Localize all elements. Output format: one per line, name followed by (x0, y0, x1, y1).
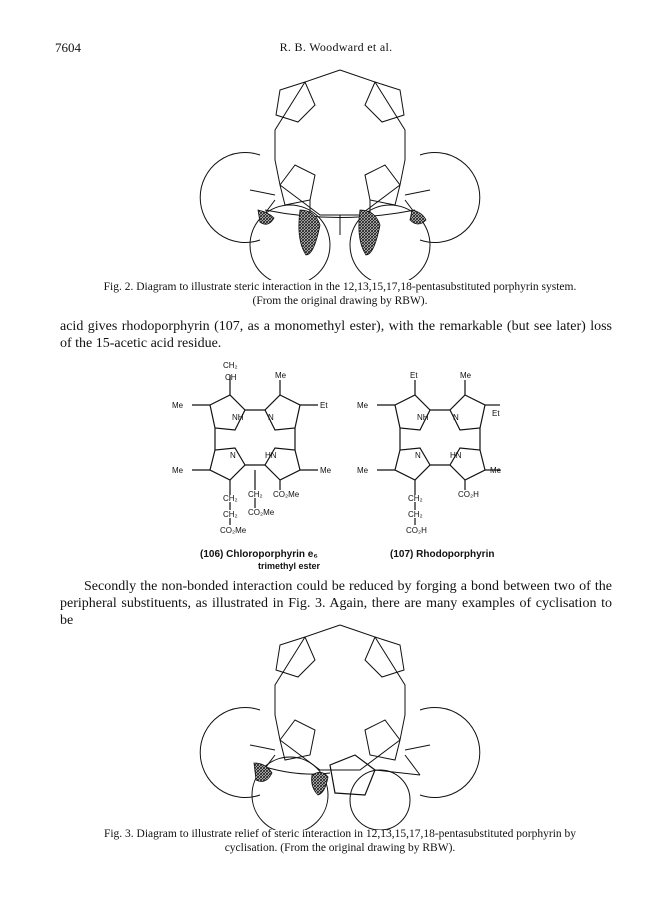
label-n: N (230, 451, 236, 460)
label-me: Me (172, 466, 184, 475)
figure-2-caption-line1: Fig. 2. Diagram to illustrate steric interaction in the 12,13,15,17,18-pentasubstituted porphyrin system. (103, 281, 577, 293)
figure-3-caption-line1: Fig. 3. Diagram to illustrate relief of steric interaction in 12,13,15,17,18-pentasubstituted porphyrin by (103, 828, 577, 840)
label-et: Et (320, 401, 328, 410)
label-ch2: CH₂ (248, 490, 263, 499)
label-ch2: CH₂ (408, 510, 423, 519)
label-et: Et (410, 371, 418, 380)
paragraph-1: acid gives rhodoporphyrin (107, as a monomethyl ester), with the remarkable (but see later) loss of the 15-acetic acid residue. (60, 319, 612, 351)
label-ch2: CH₂ (223, 494, 238, 503)
figure-3-diagram (180, 615, 500, 830)
figure-3-caption (60, 827, 620, 855)
label-nh: NH (232, 413, 244, 422)
compound-106-name: Chloroporphyrin e₆ (226, 549, 318, 560)
compound-106-label (200, 549, 318, 560)
label-nh: NH (417, 413, 429, 422)
compound-106-name2: trimethyl ester (258, 561, 321, 571)
label-me: Me (172, 401, 184, 410)
label-me: Me (275, 371, 287, 380)
label-n: N (453, 413, 459, 422)
label-hn: HN (265, 451, 277, 460)
chemical-structures (170, 360, 510, 550)
label-co2me: CO₂Me (273, 490, 300, 499)
label-me: Me (357, 466, 369, 475)
label-vinyl-ch: CH (225, 373, 237, 382)
structure-106 (192, 375, 318, 525)
label-co2me: CO₂Me (248, 508, 275, 517)
label-me: Me (357, 401, 369, 410)
compound-107-number: (107) (390, 549, 414, 560)
label-et: Et (492, 409, 500, 418)
running-title: R. B. Woodward et al. (279, 40, 393, 54)
label-ch2: CH₂ (408, 494, 423, 503)
figure-2-caption (60, 280, 620, 308)
pyrrole-ring (276, 82, 315, 122)
label-co2me: CO₂Me (220, 526, 247, 535)
label-me: Me (320, 466, 332, 475)
pyrrole-ring (280, 165, 315, 205)
compound-107-label (390, 549, 494, 560)
pyrrole-ring (365, 82, 404, 122)
label-co2h: CO₂H (458, 490, 479, 499)
compound-106-number: (106) (200, 549, 224, 560)
paragraph-2: Secondly the non-bonded interaction could be reduced by forging a bond between two of the peripheral substituents, as illustrated in Fig. 3. Again, there are many examples of cyclisation to be (60, 579, 612, 628)
label-vinyl-ch2: CH₂ (223, 361, 238, 370)
figure-2-caption-line2: (From the original drawing by RBW). (252, 295, 428, 307)
label-n: N (268, 413, 274, 422)
pyrrole-ring (365, 165, 400, 205)
figure-2-diagram (180, 60, 500, 280)
label-hn: HN (450, 451, 462, 460)
structure-107 (377, 380, 500, 525)
label-me: Me (460, 371, 472, 380)
compound-107-name: Rhodoporphyrin (416, 549, 495, 560)
figure-3-caption-line2: cyclisation. (From the original drawing by RBW). (224, 842, 456, 854)
label-n: N (415, 451, 421, 460)
label-me: Me (490, 466, 502, 475)
label-ch2: CH₂ (223, 510, 238, 519)
label-co2h: CO₂H (406, 526, 427, 535)
page-number: 7604 (55, 40, 81, 55)
